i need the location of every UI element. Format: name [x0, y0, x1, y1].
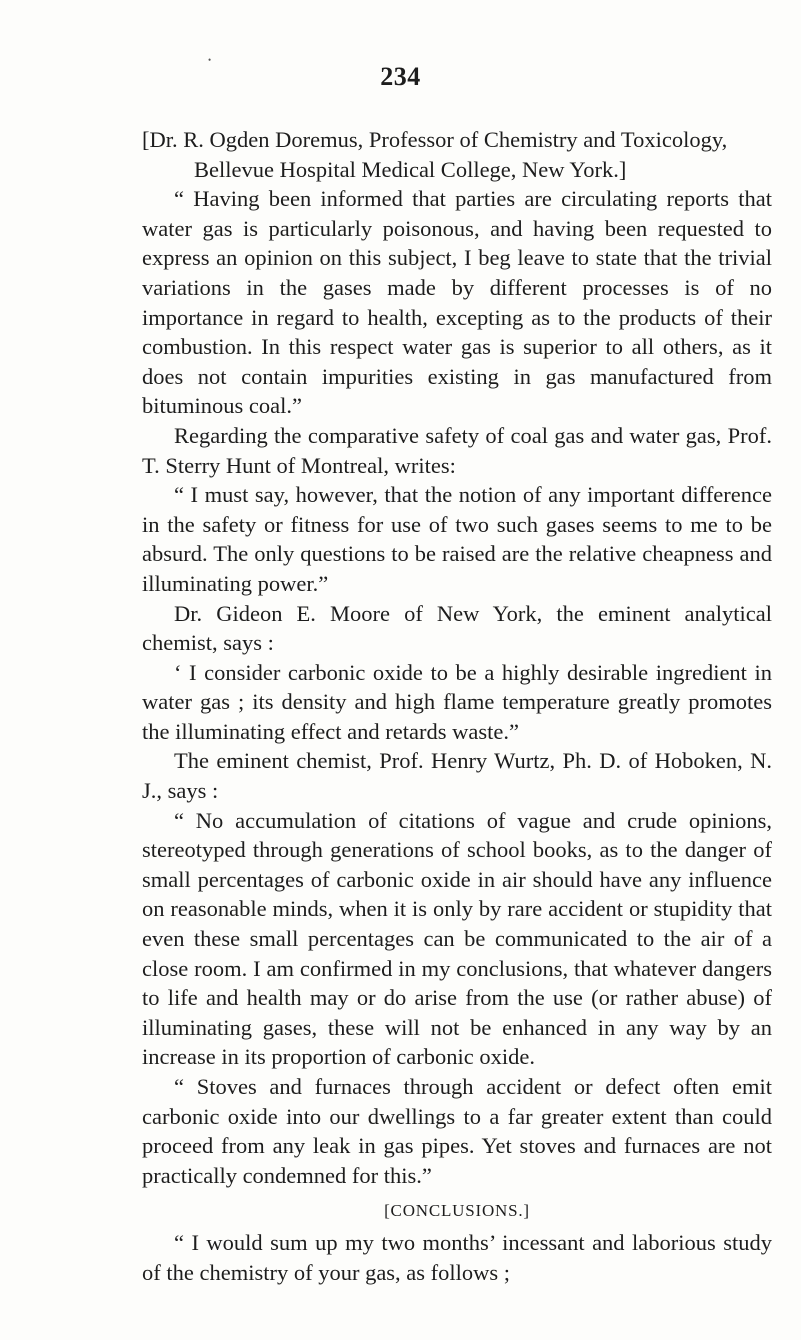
page-number: 234 [380, 62, 421, 91]
stray-mark: • [208, 55, 212, 65]
paragraph-conclusions: “ I would sum up my two months’ incessant and laborious study of the chemistry of your gas, as follows ; [142, 1229, 772, 1285]
paragraph-hunt-intro: Regarding the comparative safety of coal gas and water gas, Prof. T. Sterry Hunt of Montreal, writes: [142, 422, 772, 478]
quote-wurtz-2: “ Stoves and furnaces through accident or defect often emit carbonic oxide into our dwellings to a far greater extent than could proceed from any leak in gas pipes. Yet stoves and furnaces are not practically condemned for this.” [142, 1074, 772, 1188]
quote-moore: ‘ I consider carbonic oxide to be a highly desirable ingredient in water gas ; its density and high flame temperature greatly promotes the illuminating effect and retards waste.” [142, 659, 772, 744]
attribution-doremus: [Dr. R. Ogden Doremus, Professor of Chemistry and Toxicology, Bellevue Hospital Medical College, New York.] [142, 127, 728, 182]
body-text [142, 125, 772, 1287]
paragraph-moore-intro: Dr. Gideon E. Moore of New York, the eminent analytical chemist, says : [142, 600, 772, 656]
quote-hunt: “ I must say, however, that the notion of any important difference in the safety or fitness for use of two such gases seems to me to be absurd. The only questions to be raised are the relative cheapness and illuminating power.” [142, 482, 772, 596]
quote-doremus: “ Having been informed that parties are circulating reports that water gas is particularly poisonous, and having been requested to express an opinion on this subject, I beg leave to state that the trivial variations in the gases made by different processes is of no importance in regard to health, excepting as to the products of their combustion. In this respect water gas is superior to all others, as it does not contain impurities existing in gas manufactured from bituminous coal.” [142, 186, 772, 419]
quote-wurtz-1: “ No accumulation of citations of vague and crude opinions, stereotyped through generations of school books, as to the danger of small percentages of carbonic oxide in air should have any influence on reasonable minds, when it is only by rare accident or stupidity that even these small percentages can be communicated to the air of a close room. I am confirmed in my conclusions, that whatever dangers to life and health may or do arise from the use (or rather abuse) of illuminating gases, these will not be enhanced in any way by an increase in its proportion of carbonic oxide. [142, 807, 772, 1070]
section-heading-conclusions: [CONCLUSIONS.] [384, 1201, 530, 1221]
paragraph-wurtz-intro: The eminent chemist, Prof. Henry Wurtz, Ph. D. of Hoboken, N. J., says : [142, 748, 772, 804]
